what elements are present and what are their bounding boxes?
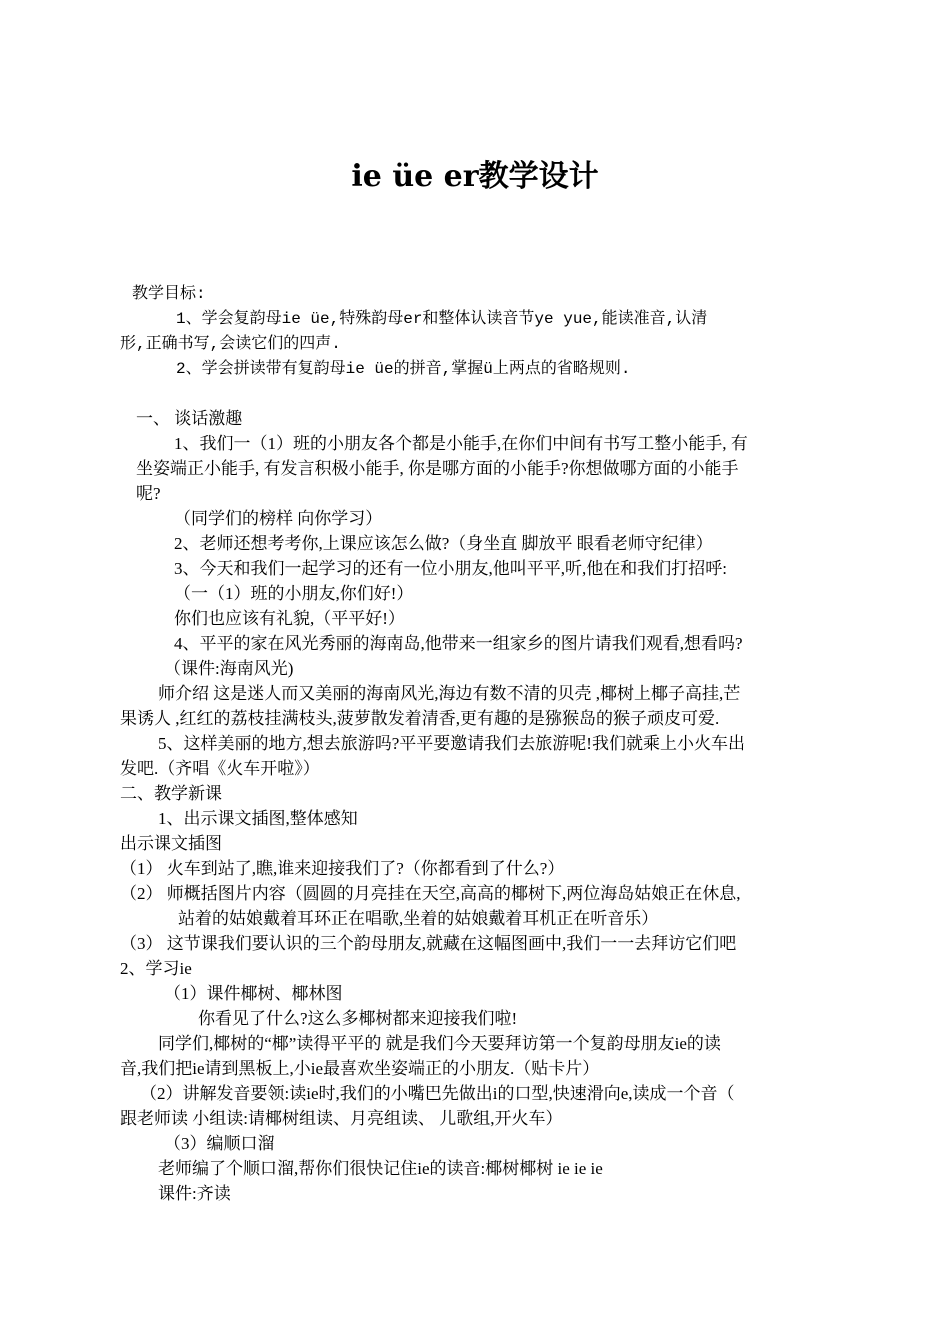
section-2-step-2-1-b-line-1: 同学们,椰树的“椰”读得平平的 就是我们今天要拜访第一个复韵母朋友ie的读 <box>158 1034 721 1053</box>
section-2-step-2-1-a: 你看见了什么?这么多椰树都来迎接我们啦! <box>198 1009 518 1028</box>
section-2-step-2: 2、学习ie <box>120 959 192 978</box>
section-1-paragraph-4-b-line-2: 果诱人 ,红红的荔枝挂满枝头,菠萝散发着清香,更有趣的是猕猴岛的猴子顽皮可爱. <box>120 709 720 728</box>
section-2-step-1-b: （1） 火车到站了,瞧,谁来迎接我们了?（你都看到了什么?） <box>120 859 565 878</box>
objective-2: 2、学会拼读带有复韵母ie üe的拼音,掌握ü上两点的省略规则. <box>176 360 631 378</box>
section-2-step-2-3: （3）编顺口溜 <box>164 1134 275 1153</box>
section-2-step-1-d: （3） 这节课我们要认识的三个韵母朋友,就藏在这幅图画中,我们一一去拜访它们吧 <box>120 934 737 953</box>
objective-1-line-1: 1、学会复韵母ie üe,特殊韵母er和整体认读音节ye yue,能读准音,认清 <box>176 310 708 328</box>
section-2-step-2-3-b: 课件:齐读 <box>158 1184 231 1203</box>
section-1-paragraph-1-line-2: 坐姿端正小能手, 有发言积极小能手, 你是哪方面的小能手?你想做哪方面的小能手 <box>136 459 739 478</box>
section-2-step-2-1: （1）课件椰树、椰林图 <box>164 984 343 1003</box>
section-1-paragraph-3-b: 你们也应该有礼貌,（平平好!） <box>174 609 405 628</box>
section-2-step-1-c-line-2: 站着的姑娘戴着耳环正在唱歌,坐着的姑娘戴着耳机正在听音乐） <box>178 909 659 928</box>
section-1-paragraph-1-line-1: 1、我们一（1）班的小朋友各个都是小能手,在你们中间有书写工整小能手, 有 <box>174 434 748 453</box>
section-1-heading: 一、 谈话激趣 <box>136 409 243 428</box>
section-2-step-1: 1、出示课文插图,整体感知 <box>158 809 358 828</box>
section-1-paragraph-1-line-3: 呢? <box>136 484 161 503</box>
section-2-step-2-2-line-2: 跟老师读 小组读:请椰树组读、月亮组读、 儿歌组,开火车） <box>120 1109 563 1128</box>
section-2-step-1-c-line-1: （2） 师概括图片内容（圆圆的月亮挂在天空,高高的椰树下,两位海岛姑娘正在休息, <box>120 884 741 903</box>
section-1-paragraph-4: 4、平平的家在风光秀丽的海南岛,他带来一组家乡的图片请我们观看,想看吗? <box>174 634 743 653</box>
section-2-heading: 二、教学新课 <box>120 784 222 803</box>
section-1-paragraph-4-b-line-1: 师介绍 这是迷人而又美丽的海南风光,海边有数不清的贝壳 ,椰树上椰子高挂,芒 <box>158 684 741 703</box>
objective-1-line-2: 形,正确书写,会读它们的四声. <box>120 335 341 353</box>
section-1-paragraph-5-line-2: 发吧.（齐唱《火车开啦》） <box>120 759 320 778</box>
section-1-paragraph-4-a: （课件:海南风光) <box>164 659 294 678</box>
section-1-paragraph-3-a: （一（1）班的小朋友,你们好!） <box>174 584 414 603</box>
section-1-paragraph-2: 2、老师还想考考你,上课应该怎么做?（身坐直 脚放平 眼看老师守纪律） <box>174 534 713 553</box>
objectives-heading: 教学目标: <box>132 285 206 303</box>
section-2-step-1-a: 出示课文插图 <box>120 834 222 853</box>
section-1-paragraph-3: 3、今天和我们一起学习的还有一位小朋友,他叫平平,听,他在和我们打招呼: <box>174 559 727 578</box>
section-1-paragraph-5-line-1: 5、这样美丽的地方,想去旅游吗?平平要邀请我们去旅游呢!我们就乘上小火车出 <box>158 734 745 753</box>
section-2-step-2-3-a: 老师编了个顺口溜,帮你们很快记住ie的读音:椰树椰树 ie ie ie <box>158 1159 603 1178</box>
section-1-paragraph-1-line-4: （同学们的榜样 向你学习） <box>174 509 383 528</box>
section-2-step-2-1-b-line-2: 音,我们把ie请到黑板上,小ie最喜欢坐姿端正的小朋友.（贴卡片） <box>120 1059 600 1078</box>
document-title: ie üe er教学设计 <box>351 159 599 194</box>
section-2-step-2-2-line-1: （2）讲解发音要领:读ie时,我们的小嘴巴先做出i的口型,快速滑向e,读成一个音（ <box>140 1084 735 1103</box>
